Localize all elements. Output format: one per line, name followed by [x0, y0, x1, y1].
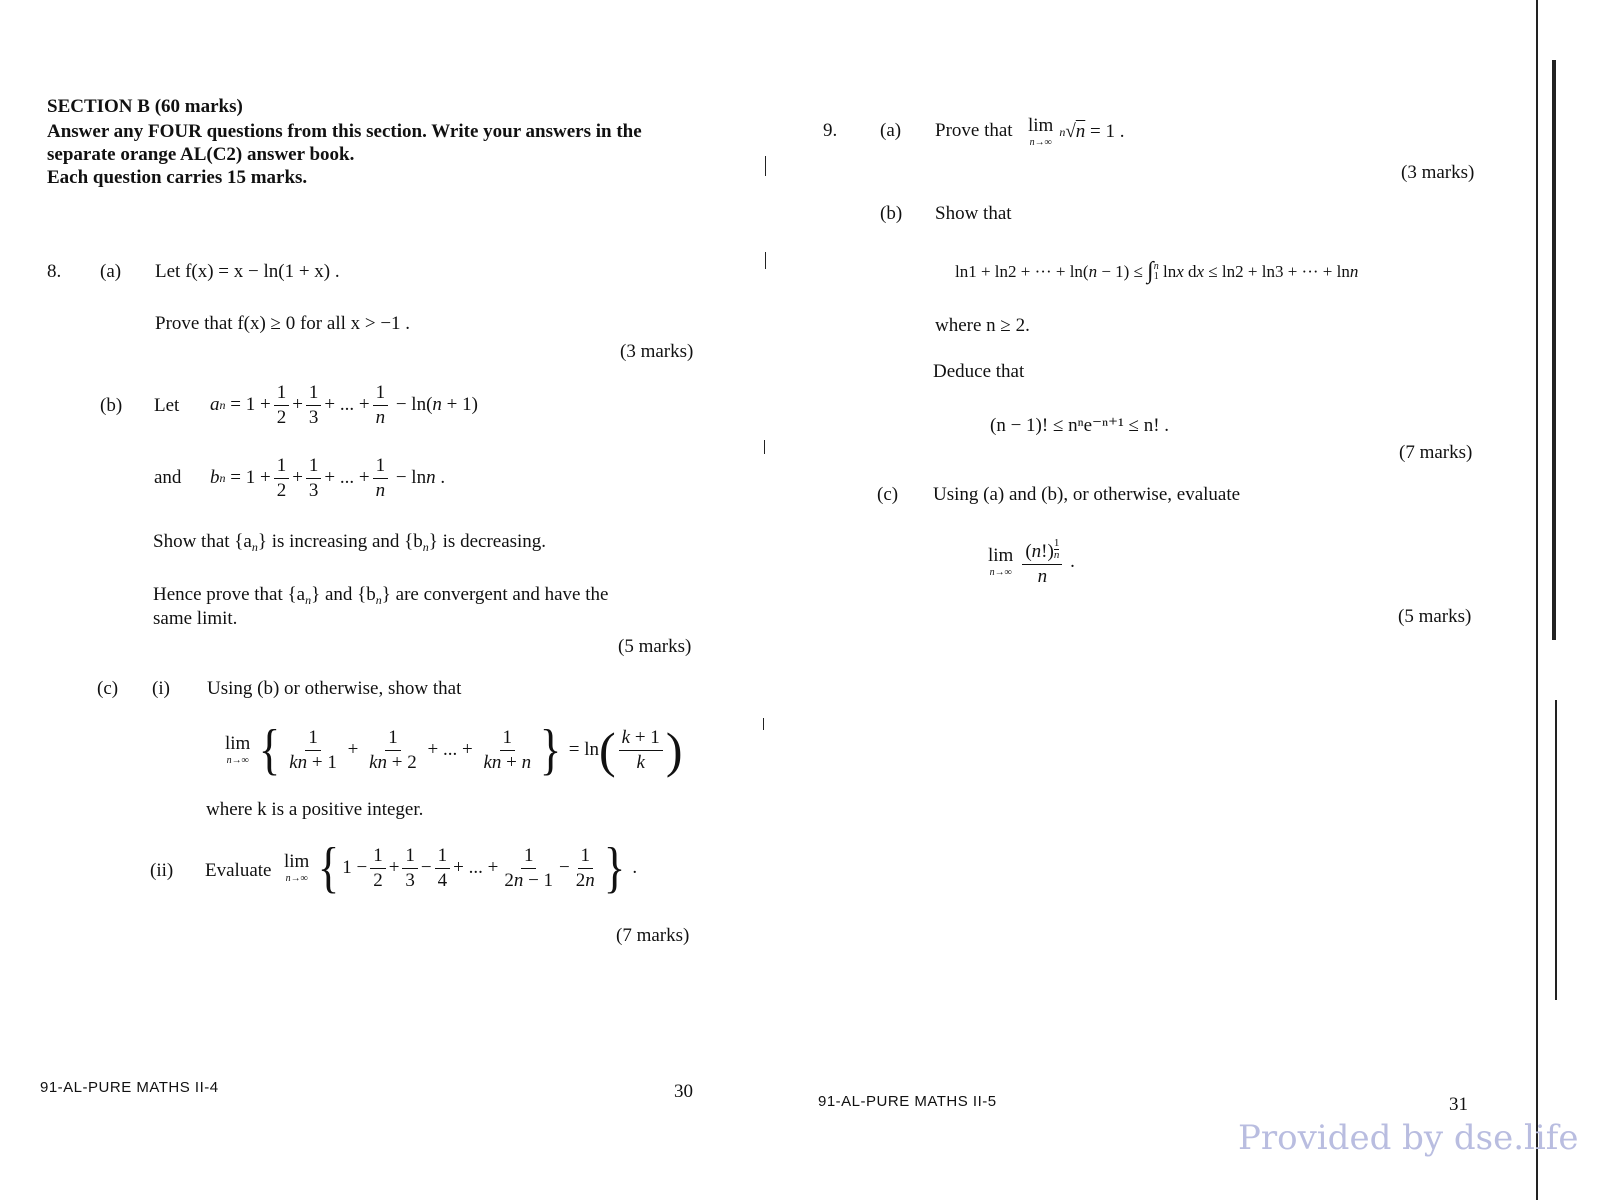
q8-b-n-formula: b n = 1 + $\frac{1}{2}$ + $\frac{1}{3}$ + ... + $\frac{1}{n}$ − ln n . — [210, 455, 446, 501]
q9-b-where: where n ≥ 2. — [935, 315, 1030, 336]
scan-edge-line — [1536, 0, 1538, 1200]
scan-edge-line — [1555, 700, 1557, 1000]
q8-c-marks: (7 marks) — [616, 925, 690, 946]
q9-a-text: Prove that — [935, 120, 1013, 141]
q8-b-and: and — [154, 467, 182, 488]
q8-a-prove: Prove that f(x) ≥ 0 for all x > −1 . — [155, 313, 411, 334]
q9-b-integral-inequality: ln1 + ln2 + ··· + ln( n − 1) ≤ ∫ n 1 ln x d x ≤ ln2 + ln3 + ··· + ln n — [955, 258, 1359, 284]
q8-b-label: (b) — [100, 395, 123, 416]
q8-c-ii-text: Evaluate — [205, 860, 272, 881]
q9-a-marks: (3 marks) — [1401, 162, 1475, 183]
gutter-mark — [765, 252, 766, 269]
question-9-number: 9. — [823, 120, 838, 141]
instructions-line-3: Each question carries 15 marks. — [47, 167, 308, 188]
left-footer-code: 91-AL-PURE MATHS II-4 — [40, 1079, 219, 1096]
q9-c-limit-formula: lim n→∞ (n!) $\frac{1}{n}$ n . — [988, 537, 1075, 587]
q8-b-marks: (5 marks) — [618, 636, 692, 657]
q8-c-ii-limit-formula: lim n→∞ { 1 − $\frac{1}{2}$ + $\frac{1}{3}$ − $\frac{1}{4}$ + ... + $\frac{1}{2n - 1}$ − $\frac{1}{2n}$ } . — [284, 837, 638, 899]
q8-b-hence: Hence prove that $\{a_n\}$ and $\{b_n\}$ are convergent and have the — [153, 584, 609, 607]
gutter-mark — [763, 718, 764, 730]
question-8-number: 8. — [47, 261, 62, 282]
instructions-line-2: separate orange AL(C2) answer book. — [47, 144, 355, 165]
q8-b-hence-line2: same limit. — [153, 608, 238, 629]
q9-c-text: Using (a) and (b), or otherwise, evaluate — [933, 484, 1241, 505]
q8-c-i-limit-formula: lim n→∞ { $\frac{1}{kn + 1}$ + $\frac{1}{kn + 2}$ + ... + $\frac{1}{kn + n}$ } = ln ( $\frac{k + 1}{k}$ ) — [225, 719, 683, 781]
q9-b-factorial-inequality: (n − 1)! ≤ nⁿe⁻ⁿ⁺¹ ≤ n! . — [990, 415, 1170, 436]
q8-b-let: Let — [154, 395, 180, 416]
q9-c-marks: (5 marks) — [1398, 606, 1472, 627]
gutter-mark — [764, 440, 765, 454]
gutter-mark — [765, 156, 766, 176]
q8-b-show: Show that $\{a_n\}$ is increasing and $\{b_n\}$ is decreasing. — [153, 531, 547, 554]
q8-a-definition: Let f(x) = x − ln(1 + x) . — [155, 261, 340, 282]
q9-b-deduce: Deduce that — [933, 361, 1025, 382]
q8-a-label: (a) — [100, 261, 122, 282]
q9-a-label: (a) — [880, 120, 902, 141]
watermark: Provided by dse.life — [1238, 1118, 1579, 1158]
q8-c-ii-label: (ii) — [150, 860, 174, 881]
q8-a-marks: (3 marks) — [620, 341, 694, 362]
scan-edge-line — [1552, 60, 1556, 640]
q9-c-label: (c) — [877, 484, 899, 505]
q8-c-i-text: Using (b) or otherwise, show that — [207, 678, 462, 699]
instructions-line-1: Answer any FOUR questions from this section. Write your answers in the — [47, 121, 642, 142]
q8-c-i-where: where k is a positive integer. — [206, 799, 424, 820]
section-title: SECTION B (60 marks) — [47, 96, 243, 117]
right-footer-code: 91-AL-PURE MATHS II-5 — [818, 1093, 997, 1110]
q9-b-show: Show that — [935, 203, 1012, 224]
q9-b-marks: (7 marks) — [1399, 442, 1473, 463]
q9-b-label: (b) — [880, 203, 903, 224]
q8-a-n-formula: a n = 1 + $\frac{1}{2}$ + $\frac{1}{3}$ + ... + $\frac{1}{n}$ − ln( n + 1) — [210, 382, 478, 428]
q8-c-i-label: (i) — [152, 678, 170, 699]
left-page-number: 30 — [674, 1081, 693, 1102]
q9-a-limit-formula: lim n→∞ n √ n = 1 . — [1028, 115, 1125, 148]
q8-c-label: (c) — [97, 678, 119, 699]
right-page-number: 31 — [1449, 1094, 1468, 1115]
